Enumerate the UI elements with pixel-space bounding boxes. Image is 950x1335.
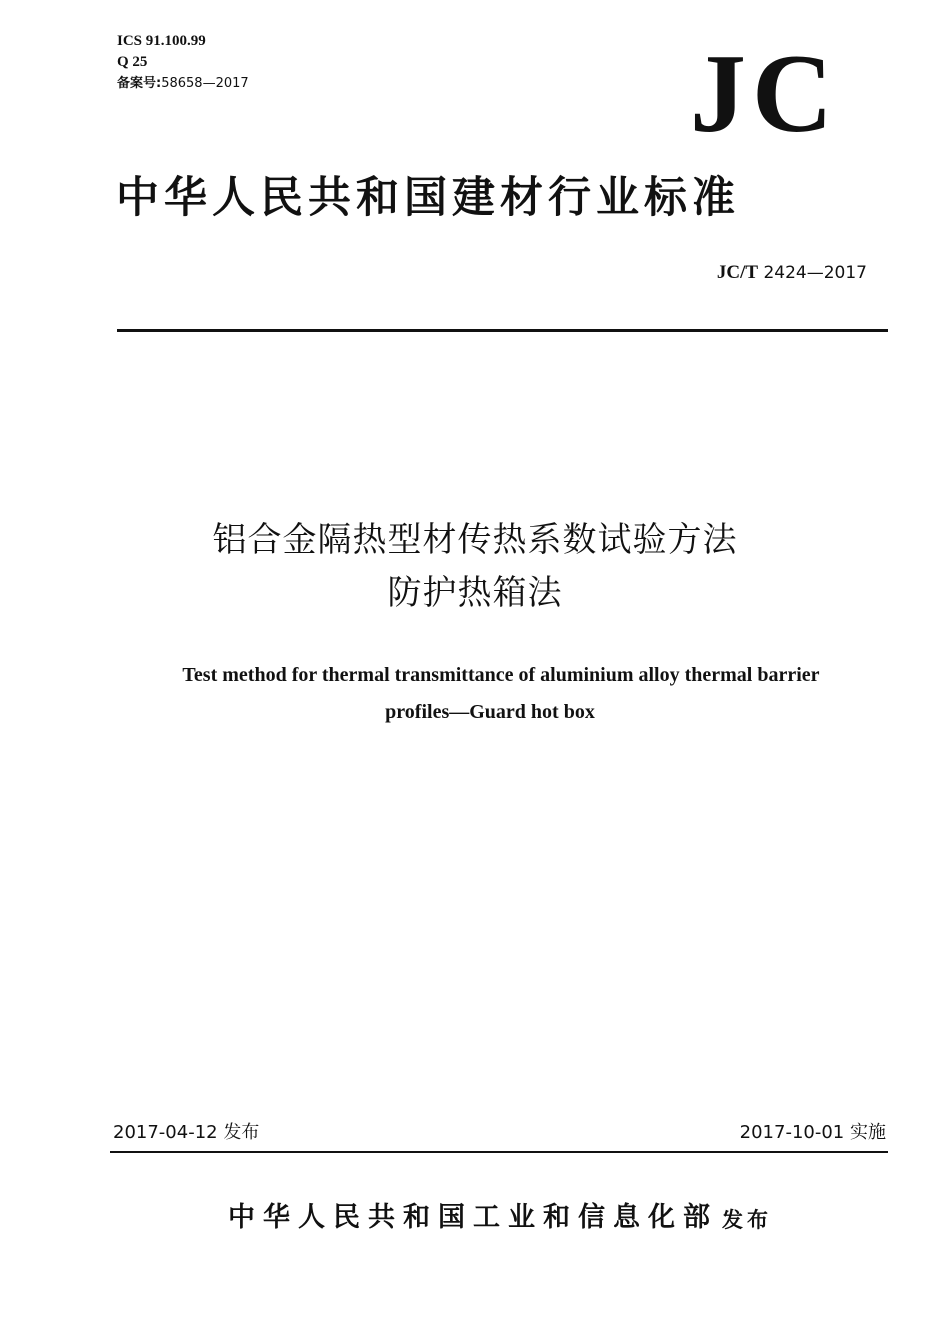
standard-number-value: 2424—2017 — [763, 263, 867, 283]
standard-number — [620, 262, 867, 284]
publisher-suffix: 发布 — [722, 1207, 772, 1232]
english-title-line-1: Test method for thermal transmittance of aluminium alloy thermal barrier — [182, 664, 820, 686]
chinese-title-line-2: 防护热箱法 — [387, 573, 563, 613]
english-title-line-2: profiles—Guard hot box — [385, 701, 595, 723]
top-divider — [117, 329, 888, 332]
bottom-divider — [110, 1151, 888, 1153]
standard-category-title: 中华人民共和国建材行业标准 — [116, 173, 740, 223]
jc-logo: JC — [690, 32, 839, 156]
issue-date: 2017-04-12 发布 — [113, 1122, 260, 1143]
ics-code: ICS 91.100.99 — [117, 33, 206, 49]
ccs-code: Q 25 — [117, 54, 148, 70]
chinese-title-line-1: 铝合金隔热型材传热系数试验方法 — [212, 520, 738, 560]
record-label: 备案号 — [117, 76, 157, 91]
classification-block — [117, 31, 249, 94]
standard-code: JC/T — [716, 262, 759, 283]
record-number: 58658—2017 — [161, 76, 249, 91]
implementation-date: 2017-10-01 实施 — [739, 1122, 886, 1143]
record-number-row: 备案号:58658—2017 — [117, 76, 249, 91]
publisher-name: 中华人民共和国工业和信息化部 — [228, 1202, 718, 1233]
